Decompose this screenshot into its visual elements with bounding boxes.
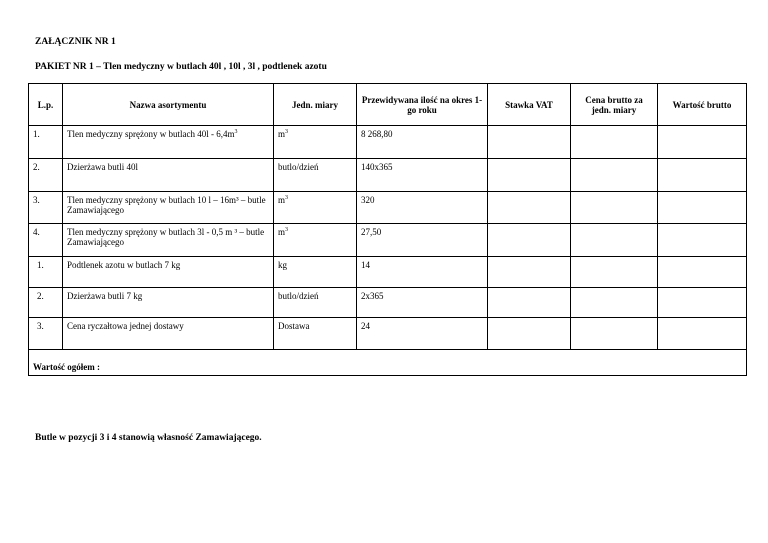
cell-lp: 1. (29, 126, 63, 159)
cell-name: Dzierżawa butli 40l (63, 159, 274, 192)
cell-unit: $m^3$ (274, 126, 357, 159)
cell-quantity: 24 (357, 318, 488, 350)
cell-value[interactable] (658, 224, 747, 257)
cell-vat[interactable] (488, 288, 571, 318)
cell-unit: kg (274, 257, 357, 288)
header-name: Nazwa asortymentu (63, 84, 274, 126)
cell-value[interactable] (658, 318, 747, 350)
cell-price[interactable] (571, 159, 658, 192)
cell-price[interactable] (571, 224, 658, 257)
cell-quantity: 140x365 (357, 159, 488, 192)
document-title: ZAŁĄCZNIK NR 1 (35, 37, 116, 47)
assortment-table (28, 83, 747, 376)
ownership-note: Butle w pozycji 3 i 4 stanowią własność Zamawiającego. (35, 433, 262, 443)
cell-value[interactable] (658, 159, 747, 192)
table-header-row (29, 84, 747, 126)
cell-vat[interactable] (488, 257, 571, 288)
cell-vat[interactable] (488, 159, 571, 192)
total-label: Wartość ogółem : (29, 350, 747, 376)
cell-vat[interactable] (488, 224, 571, 257)
cell-quantity: 320 (357, 192, 488, 224)
header-price: Cena brutto za jedn. miary (571, 84, 658, 126)
table-row (29, 318, 747, 350)
package-subtitle: PAKIET NR 1 – Tlen medyczny w butlach 40l , 10l , 3l , podtlenek azotu (35, 62, 327, 72)
cell-value[interactable] (658, 192, 747, 224)
table-row (29, 159, 747, 192)
cell-unit: Dostawa (274, 318, 357, 350)
cell-value[interactable] (658, 288, 747, 318)
cell-name: Podtlenek azotu w butlach 7 kg (63, 257, 274, 288)
header-lp: L.p. (29, 84, 63, 126)
total-row (29, 350, 747, 376)
table-row (29, 288, 747, 318)
cell-name: Tlen medyczny sprężony w butlach $40l - 6,4m^3$ (63, 126, 274, 159)
cell-quantity: 2x365 (357, 288, 488, 318)
cell-price[interactable] (571, 288, 658, 318)
cell-vat[interactable] (488, 318, 571, 350)
cell-lp: 3. (29, 318, 63, 350)
cell-price[interactable] (571, 318, 658, 350)
table-row (29, 192, 747, 224)
cell-price[interactable] (571, 257, 658, 288)
cell-name: Tlen medyczny sprężony w butlach 3l - 0,5 m ³ – butle Zamawiającego (63, 224, 274, 257)
table-row (29, 257, 747, 288)
cell-price[interactable] (571, 192, 658, 224)
cell-vat[interactable] (488, 192, 571, 224)
cell-name: Cena ryczałtowa jednej dostawy (63, 318, 274, 350)
header-value: Wartość brutto (658, 84, 747, 126)
cell-unit: $m^3$ (274, 192, 357, 224)
cell-lp: 2. (29, 159, 63, 192)
cell-quantity: 14 (357, 257, 488, 288)
table-row (29, 126, 747, 159)
cell-lp: 4. (29, 224, 63, 257)
cell-lp: 2. (29, 288, 63, 318)
cell-value[interactable] (658, 126, 747, 159)
cell-name: Dzierżawa butli 7 kg (63, 288, 274, 318)
cell-name: Tlen medyczny sprężony w butlach 10 l – 16m³ – butle Zamawiającego (63, 192, 274, 224)
cell-lp: 3. (29, 192, 63, 224)
cell-quantity: 8 268,80 (357, 126, 488, 159)
cell-unit: butlo/dzień (274, 159, 357, 192)
cell-price[interactable] (571, 126, 658, 159)
cell-unit: $m^3$ (274, 224, 357, 257)
cell-vat[interactable] (488, 126, 571, 159)
table-row (29, 224, 747, 257)
header-quantity: Przewidywana ilość na okres 1-go roku (357, 84, 488, 126)
header-vat: Stawka VAT (488, 84, 571, 126)
cell-lp: 1. (29, 257, 63, 288)
cell-value[interactable] (658, 257, 747, 288)
header-unit: Jedn. miary (274, 84, 357, 126)
cell-quantity: 27,50 (357, 224, 488, 257)
cell-unit: butlo/dzień (274, 288, 357, 318)
